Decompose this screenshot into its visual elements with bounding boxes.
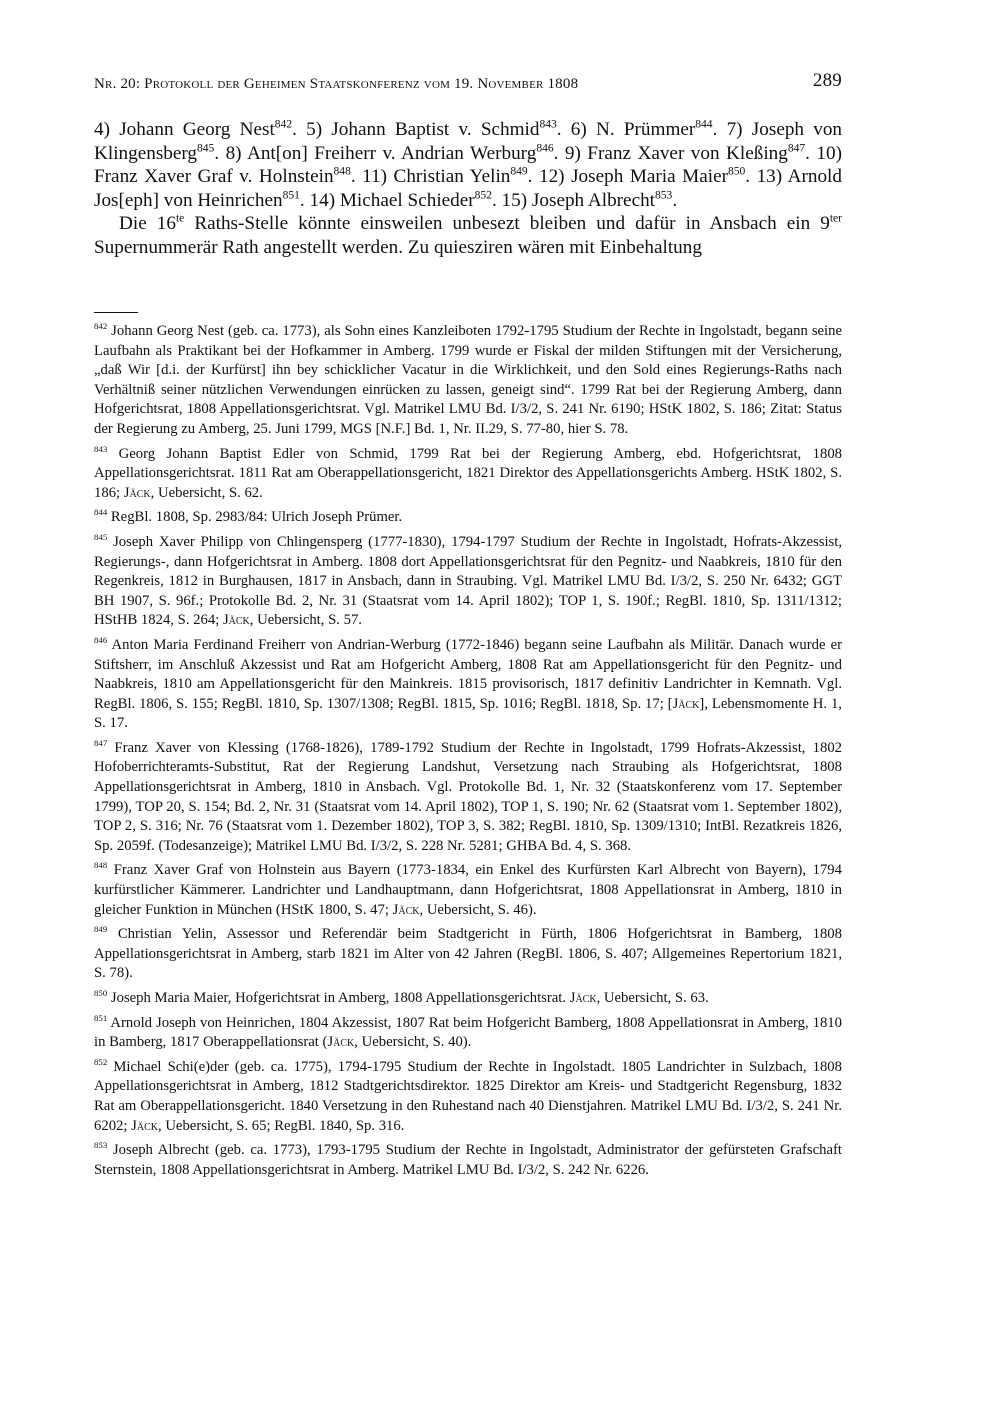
footnote-ref: 853 — [655, 189, 673, 202]
text-run: . 12) Joseph Maria Maier — [527, 166, 728, 187]
footnote-848 — [94, 861, 842, 920]
text-run: ], Lebensmomente H. 1, S. 17. — [94, 695, 842, 732]
text-run: . 11) Christian Yelin — [350, 166, 511, 187]
footnote-ref: 848 — [333, 165, 351, 178]
footnote-ref: 847 — [787, 142, 806, 155]
author-name: Jäck — [222, 612, 250, 629]
text-run: Supernummerär Rath angestellt werden. Zu quiesziren wären mit Einbehaltung — [94, 236, 702, 258]
text-run: . 14) Michael Schieder — [299, 189, 475, 211]
page-number: 289 — [812, 70, 842, 91]
text-run: RegBl. 1808, Sp. 2983/84: Ulrich Joseph Prümer. — [110, 509, 403, 526]
text-run: Raths-Stelle könnte einsweilen unbesezt bleiben und dafür in Ansbach ein 9 — [184, 213, 830, 234]
text-run: . 15) Joseph Albrecht — [491, 189, 656, 211]
text-run: Franz Xaver von Klessing (1768-1826), 1789-1792 Studium der Rechte in Ingolstadt, 1799 Hofrats-Akzessist, 1802 Hofoberrichteramts-Substitut, Rat der Regierung Landshut, Versetzung nach Straubing als Hofgerichtsrat, 1808 Appellationsgerichtsrat in Amberg, 1810 in Ansbach. Vgl. Protokolle Bd. 1, Nr. 32 (Staatskonferenz vom 17. September 1799), TOP 20, S. 154; Bd. 2, Nr. 31 (Staatsrat vom 14. April 1802), TOP 1, S. 190; Nr. 62 (Staatsrat vom 1. September 1802), TOP 2, S. 316; Nr. 76 (Staatsrat vom 1. Dezember 1802), TOP 3, S. 382; RegBl. 1810, Sp. 1309/1310; IntBl. Rezatkreis 1826, Sp. 2059f. (Todesanzeige); Matrikel LMU Bd. I/3/2, S. 228 Nr. 5281; GHBA Bd. 4, S. 368. — [94, 739, 843, 854]
footnote-ref: 844 — [695, 118, 713, 131]
footnote-842 — [94, 322, 842, 440]
footnote-ref: ter — [829, 212, 842, 225]
text-run: Joseph Albrecht (geb. ca. 1773), 1793-1795 Studium der Rechte in Ingolstadt, Administrator der gefürsteten Grafschaft Sternstein, 1808 Appellationsgerichtsrat in Amberg. Matrikel LMU Bd. I/3/2, S. 242 Nr. 6226. — [94, 1142, 843, 1178]
author-name: Jäck — [392, 901, 420, 918]
footnote-ref: 845 — [197, 142, 215, 155]
footnote-number: 842 — [94, 321, 108, 332]
author-name: Jäck — [327, 1034, 355, 1051]
footnote-divider — [94, 312, 138, 313]
text-run: , Uebersicht, S. 65; RegBl. 1840, Sp. 316. — [157, 1117, 405, 1134]
author-name: Jäck — [569, 990, 597, 1006]
paragraph — [94, 212, 842, 259]
footnote-number: 852 — [94, 1056, 108, 1067]
paragraph — [94, 118, 842, 212]
text-run: , Uebersicht, S. 46). — [419, 901, 537, 918]
main-text — [94, 118, 842, 259]
footnote-849 — [94, 925, 842, 984]
footnote-number: 846 — [94, 635, 108, 646]
footnote-ref: te — [175, 212, 185, 225]
text-run: Christian Yelin, Assessor und Referendär beim Stadtgericht in Fürth, 1806 Hofgerichtsrat in Bamberg, 1808 Appellationsgerichtsrat in Amberg, starb 1821 im Alter von 42 Jahren (RegBl. 1806, S. 407; Allgemeines Repertorium 1821, S. 78). — [94, 926, 842, 982]
text-run: . 5) Johann Baptist v. Schmid — [292, 119, 540, 140]
text-run: . 9) Franz Xaver von Kleßing — [553, 142, 788, 164]
footnote-number: 849 — [94, 924, 108, 935]
text-run: . 10) Franz Xaver Graf v. Holnstein — [94, 142, 842, 187]
author-name: Jäck — [131, 1117, 158, 1134]
text-run: Arnold Joseph von Heinrichen, 1804 Akzessist, 1807 Rat beim Hofgericht Bamberg, 1808 Appellationsrat in Amberg, 1810 in Bamberg, 1817 Oberappellationsrat ( — [94, 1014, 842, 1051]
text-run: . — [672, 189, 678, 211]
footnote-845 — [94, 533, 842, 631]
footnote-851 — [94, 1014, 842, 1053]
text-run: Joseph Xaver Philipp von Chlingensperg (1777-1830), 1794-1797 Studium der Rechte in Ingolstadt, Hofrats-Akzessist, Regierungs-, dann Hofgerichtsrat in Amberg. 1808 dort Appellationsgerichtsrat für den Pegnitz- und Naabkreis, 1810 für den Regenkreis, 1812 in Burghausen, 1817 in Ansbach, dann in Straubing. Vgl. Matrikel LMU Bd. I/3/2, S. 250 Nr. 6432; GGT BH 1907, S. 96f.; Protokolle Bd. 2, Nr. 31 (Staatsrat vom 14. April 1802); TOP 1, S. 190f.; RegBl. 1810, Sp. 1311/1312; HStHB 1824, S. 264; — [94, 533, 842, 629]
footnote-853 — [94, 1141, 842, 1180]
footnote-ref: 852 — [474, 189, 492, 202]
text-run: . 7) Joseph von Klingensberg — [94, 119, 843, 164]
text-run: Joseph Maria Maier, Hofgerichtsrat in Amberg, 1808 Appellationsgerichtsrat. — [110, 990, 570, 1006]
footnote-850 — [94, 989, 842, 1009]
author-name: Jäck — [672, 695, 700, 712]
text-run: Anton Maria Ferdinand Freiherr von Andrian-Werburg (1772-1846) begann seine Laufbahn als Militär. Danach wurde er Stiftsherr, im Anschluß Akzessist und Rat am Hofgericht Amberg, 1808 Rat am Appellationsgericht für den Pegnitz- und Naabkreis, 1810 am Appellationsgericht für den Mainkreis. 1815 provisorisch, 1817 definitiv Landrichter in Kemnath. Vgl. RegBl. 1806, S. 155; RegBl. 1810, Sp. 1307/1308; RegBl. 1815, Sp. 1016; RegBl. 1818, Sp. 17; [ — [94, 636, 842, 712]
text-run: Georg Johann Baptist Edler von Schmid, 1799 Rat bei der Regierung Amberg, ebd. Hofgerichtsrat, 1808 Appellationsgerichtsrat. 1811 Rat am Oberappellationsgericht, 1821 Direktor des Appellationsgerichts Amberg. HStK 1802, S. 186; — [94, 445, 843, 501]
footnotes — [94, 322, 842, 1185]
footnote-number: 853 — [94, 1140, 108, 1151]
footnote-number: 845 — [94, 532, 108, 543]
footnote-number: 843 — [94, 443, 108, 454]
footnote-852 — [94, 1058, 842, 1136]
text-run: Die 16 — [119, 213, 176, 234]
text-run: , Uebersicht, S. 57. — [249, 612, 362, 629]
footnote-number: 847 — [94, 737, 108, 748]
text-run: Franz Xaver Graf von Holnstein aus Bayern (1773-1834, ein Enkel des Kurfürsten Karl Albrecht von Bayern), 1794 kurfürstlicher Kämmerer. Landrichter und Landhauptmann, dann Hofgerichtsrat, 1808 Appellationsrat in Amberg, 1810 in gleicher Funktion in München (HStK 1800, S. 47; — [94, 862, 842, 918]
text-run: , Uebersicht, S. 40). — [354, 1034, 472, 1051]
footnote-847 — [94, 739, 842, 857]
footnote-846 — [94, 636, 842, 734]
text-run: . 8) Ant[on] Freiherr v. Andrian Werburg — [214, 142, 537, 164]
footnote-ref: 846 — [536, 142, 554, 155]
footnote-ref: 851 — [282, 189, 300, 202]
footnote-number: 851 — [94, 1012, 108, 1023]
footnote-ref: 850 — [727, 165, 746, 178]
footnote-number: 848 — [94, 860, 108, 871]
author-name: Jäck — [123, 484, 151, 501]
text-run: 4) Johann Georg Nest — [94, 119, 275, 140]
text-run: Johann Georg Nest (geb. ca. 1773), als Sohn eines Kanzleiboten 1792-1795 Studium der Rechte in Ingolstadt, begann seine Laufbahn als Praktikant bei der Hofkammer in Amberg. 1799 wurde er Fiskal der milden Stiftungen mit der Versicherung, „daß Wir [d.i. der Kurfürst] ihn bey schicklicher Vacatur in die Wirklichkeit, und den Sold eines Regierungs-Raths nach Verhältniß seiner nützlichen Verwendungen einrücken zu lassen, geneigt sind“. 1799 Rat bei der Regierung Amberg, dann Hofgerichtsrat, 1808 Appellationsgerichtsrat. Vgl. Matrikel LMU Bd. I/3/2, S. 241 Nr. 6190; HStK 1802, S. 186; Zitat: Status der Regierung zu Amberg, 25. Juni 1799, MGS [N.F.] Bd. 1, Nr. II.29, S. 77-80, hier S. 78. — [94, 323, 842, 437]
footnote-number: 850 — [94, 988, 108, 999]
running-header — [94, 70, 842, 98]
footnote-number: 844 — [94, 507, 108, 518]
footnote-ref: 843 — [539, 118, 557, 131]
text-run: Michael Schi(e)der (geb. ca. 1775), 1794-1795 Studium der Rechte in Ingolstadt. 1805 Landrichter in Sulzbach, 1808 Appellationsgerichtsrat in Amberg, 1812 Stadtgerichtsdirektor. 1825 Direktor am Kreis- und Stadtgericht Regensburg, 1832 Rat am Oberappellationsgericht. 1840 Versetzung in den Ruhestand nach 40 Dienstjahren. Matrikel LMU Bd. I/3/2, S. 241 Nr. 6202; — [94, 1058, 842, 1134]
text-run: , Uebersicht, S. 63. — [596, 990, 709, 1006]
footnote-ref: 849 — [510, 165, 528, 178]
footnote-844 — [94, 508, 842, 528]
text-run: . 6) N. Prümmer — [556, 119, 696, 140]
footnote-ref: 842 — [274, 118, 293, 131]
running-title: Nr. 20: Protokoll der Geheimen Staatskonferenz vom 19. November 1808 — [94, 76, 579, 92]
text-run: , Uebersicht, S. 62. — [150, 484, 263, 501]
footnote-843 — [94, 445, 842, 504]
text-run: . 13) Arnold Jos[eph] von Heinrichen — [94, 166, 842, 211]
